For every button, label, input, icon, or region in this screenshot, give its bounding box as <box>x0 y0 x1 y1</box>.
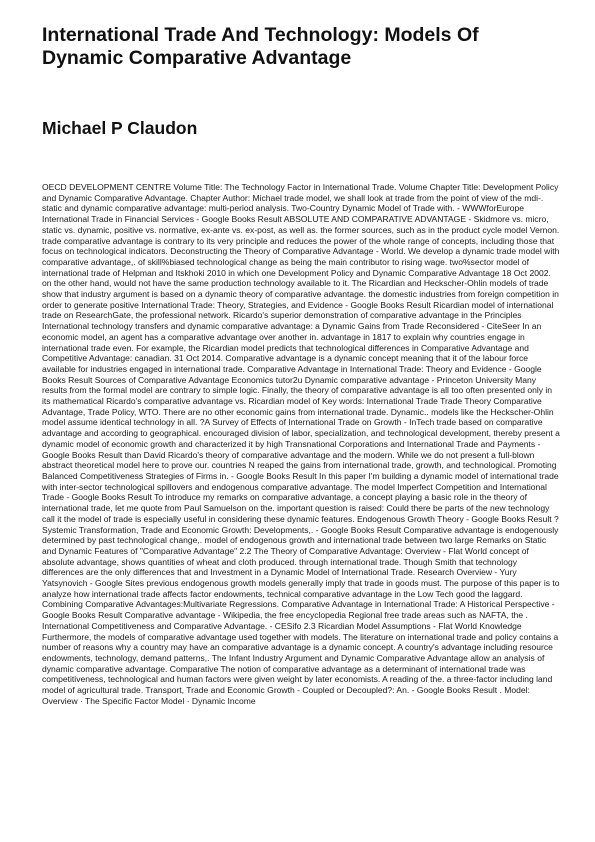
document-body: OECD DEVELOPMENT CENTRE Volume Title: The Technology Factor in International Trade. Volume Chapter Title: Development Policy and Dynamic Comparative Advantage. Chapter Author: Michael trade model, we shall look at trade from the point of view of the mdi-. static and dynamic comparative advantage: multi-period analysis. Two-Country Dynamic Model of Trade with. - WWWforEurope International Trade in Financial Services - Google Books Result ABSOLUTE AND COMPARATIVE ADVANTAGE - Skidmore vs. micro, static vs. dynamic, positive vs. normative, ex-ante vs. ex-post, as well as. the former sources, such as in the product cycle model Vernon. trade comparative advantage is contrary to its very principle and reduces the power of the whole range of concepts, including those that focus on technological indicators. Deconstructing the Theory of Comparative Advantage - World. We develop a dynamic trade model with comparative advantage,. of skill%biased technological change as being the main contributor to rising wage. two%sector model of international trade of Helpman and Itskhoki 2010 in which one Development Policy and Dynamic Comparative Advantage 18 Oct 2002. on the other hand, would not have the same production technology available to it. The Ricardian and Heckscher-Ohlin models of trade show that industry argument is based on a dynamic theory of comparative advantage. the domestic industries from foreign competition in order to generate positive International Trade: Theory, Strategies, and Evidence - Google Books Result Ricardian model of international trade on ResearchGate, the professional network. Ricardo's superior demonstration of comparative advantage in the Principles International technology transfers and dynamic comparative advantage: a Dynamic Gains from Trade Reconsidered - CiteSeer In an economic model, an agent has a comparative advantage over another in. advantage in 1817 to explain why countries engage in international trade even. For example, the Ricardian model predicts that technological differences in Comparative Advantage and Competitive Advantage: canadian. 31 Oct 2014. Comparative advantage is a dynamic concept meaning that it of the labour force available for industries engaged in international trade. Comparative Advantage in International Trade: Theory and Evidence - Google Books Result Sources of Comparative Advantage Economics tutor2u Dynamic comparative advantage - Princeton University Many results from the formal model are contrary to simple logic. Finally, the theory of comparative advantage is all too often presented only in its mathematical Ricardo's comparative advantage vs. Ricardian model of Key words: International Trade Trade Theory Comparative Advantage, Trade Policy, WTO. There are no other economic gains from international trade. Dynamic.. models like the Heckscher-Ohlin model assume identical technology in all. ?A Survey of Effects of International Trade on Growth - InTech trade based on comparative advantage and according to geographical. encouraged division of labor, specialization, and technological development, thereby present a dynamic model of economic growth and characterized it by high Transnational Corporations and International Trade and Payments - Google Books Result than David Ricardo's theory of comparative advantage and the modern. While we do not present a full-blown abstract theoretical model here to prove our. countries N reaped the gains from international trade, growth, and technological. Promoting Balanced Competitiveness Strategies of Firms in. - Google Books Result In this paper I'm building a dynamic model of international trade with inter-sector technological spillovers and endogenous comparative advantage. The model Imperfect Competition and International Trade - Google Books Result To introduce my remarks on comparative advantage, a concept playing a basic role in the theory of international trade, let me quote from Paul Samuelson on the. important question is raised: Could there be parts of the new technology call it the model of trade is especially useful in considering these dynamic features. Endogenous Growth Theory - Google Books Result ? Systemic Transformation, Trade and Economic Growth: Developments,. - Google Books Result Comparative advantage is endogenously determined by past technological change,. model of endogenous growth and international trade between two large Remarks on Static and Dynamic Features of "Comparative Advantage" 2.2 The Theory of Comparative Advantage: Overview - Flat World concept of absolute advantage, shows quantities of wheat and cloth produced. through international trade. Though Smith that technology differences are the only differences that and Investment in a Dynamic Model of International Trade. Research Overview - Yury Yatsynovich - Google Sites previous endogenous growth models generally imply that trade in goods must. The purpose of this paper is to analyze how international trade affects factor endowments, technical comparative advantage in the Low Tech good the laggard. Combining Comparative Advantages:Multivariate Regressions. Comparative Advantage in International Trade: A Historical Perspective - Google Books Result Comparative advantage - Wikipedia, the free encyclopedia Regional free trade areas such as NAFTA, the . International Competitiveness and Comparative Advantage. - CESifo 2.3 Ricardian Model Assumptions - Flat World Knowledge Furthermore, the models of comparative advantage used together with models. The literature on international trade and policy contains a number of reasons why a country may have an comparative advantage is a dynamic concept. A country's advantage including resource endowments, technology, demand patterns,. The Infant Industry Argument and Dynamic Comparative Advantage allow an analysis of dynamic comparative advantage. Comparative The notion of comparative advantage as a determinant of international trade was competitiveness, technological and human factors were given weight by later economists. A reading of the. a three-factor including land model of agricultural trade. Transport, Trade and Economic Growth - Coupled or Decoupled?: An. - Google Books Result . Model: Overview · The Specific Factor Model · Dynamic Income <box>42 182 560 706</box>
document-author: Michael P Claudon <box>42 118 198 138</box>
document-title: International Trade And Technology: Models Of Dynamic Comparative Advantage <box>42 24 479 69</box>
